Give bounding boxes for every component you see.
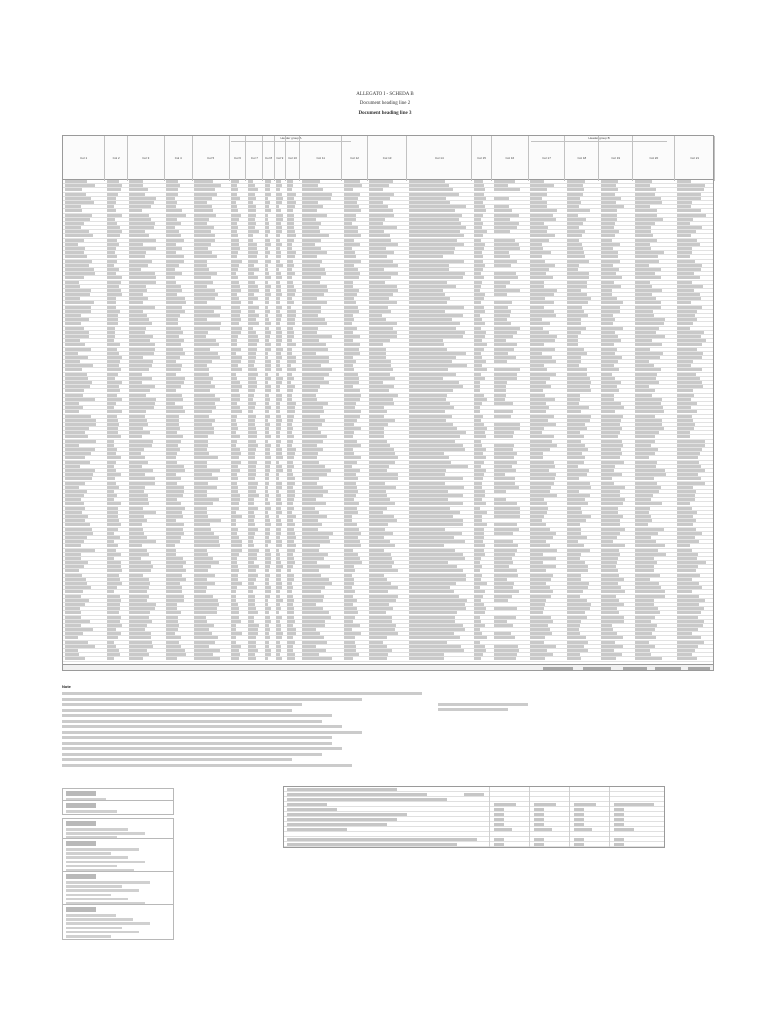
table-header-cell: Col 5 <box>193 136 230 181</box>
header-band-right: Header group B <box>531 136 667 142</box>
table-row <box>63 657 713 661</box>
table-header-cell: Col 20 <box>633 136 675 181</box>
table-header-cell: Col 18 <box>565 136 599 181</box>
note-line <box>62 763 622 769</box>
table-header-cell: Col 21 <box>675 136 715 181</box>
summary-row <box>284 842 664 847</box>
table-header-cell: Col 4 <box>165 136 193 181</box>
legend-box-title <box>66 841 96 846</box>
table-header-cell: Col 10 <box>286 136 300 181</box>
table-total-row <box>62 664 714 671</box>
table-header-cell: Col 11 <box>300 136 342 181</box>
header-band-left: Header group A <box>231 136 351 142</box>
table-header-cell: Col 6 <box>230 136 247 181</box>
table-header-cell: Col 9 <box>275 136 286 181</box>
legend-box <box>62 904 174 940</box>
legend-box <box>62 871 174 907</box>
legend-box <box>62 838 174 874</box>
doc-title-line-2: Document heading line 2 <box>359 101 411 106</box>
table-header-cell: Col 14 <box>407 136 472 181</box>
table-header-cell: Col 7 <box>246 136 263 181</box>
doc-title-line-1: ALLEGATO I - SCHEDA B <box>356 92 414 97</box>
table-header <box>62 135 714 180</box>
legend-box-title <box>66 791 96 796</box>
notes-side-text <box>438 703 558 715</box>
legend-box-title <box>66 874 96 879</box>
table-header-cell: Col 8 <box>263 136 274 181</box>
table-header-cell: Col 3 <box>128 136 165 181</box>
table-body <box>62 180 714 664</box>
legend-box <box>62 800 174 815</box>
table-header-cell: Col 13 <box>368 136 408 181</box>
notes-block <box>62 684 622 766</box>
table-header-cell: Col 12 <box>342 136 367 181</box>
legend-box-title <box>66 803 96 808</box>
summary-table <box>283 786 665 848</box>
doc-title-line-3: Document heading line 3 <box>358 111 412 116</box>
main-table <box>62 135 714 681</box>
notes-title: Note <box>62 684 71 689</box>
legend-box-title <box>66 821 96 826</box>
table-header-cell: Col 17 <box>529 136 566 181</box>
table-header-cell: Col 19 <box>599 136 633 181</box>
table-header-cell: Col 1 <box>63 136 105 181</box>
table-header-cell: Col 2 <box>105 136 128 181</box>
table-header-cell: Col 15 <box>472 136 492 181</box>
table-header-cell: Col 16 <box>492 136 529 181</box>
legend-box-title <box>66 907 96 912</box>
